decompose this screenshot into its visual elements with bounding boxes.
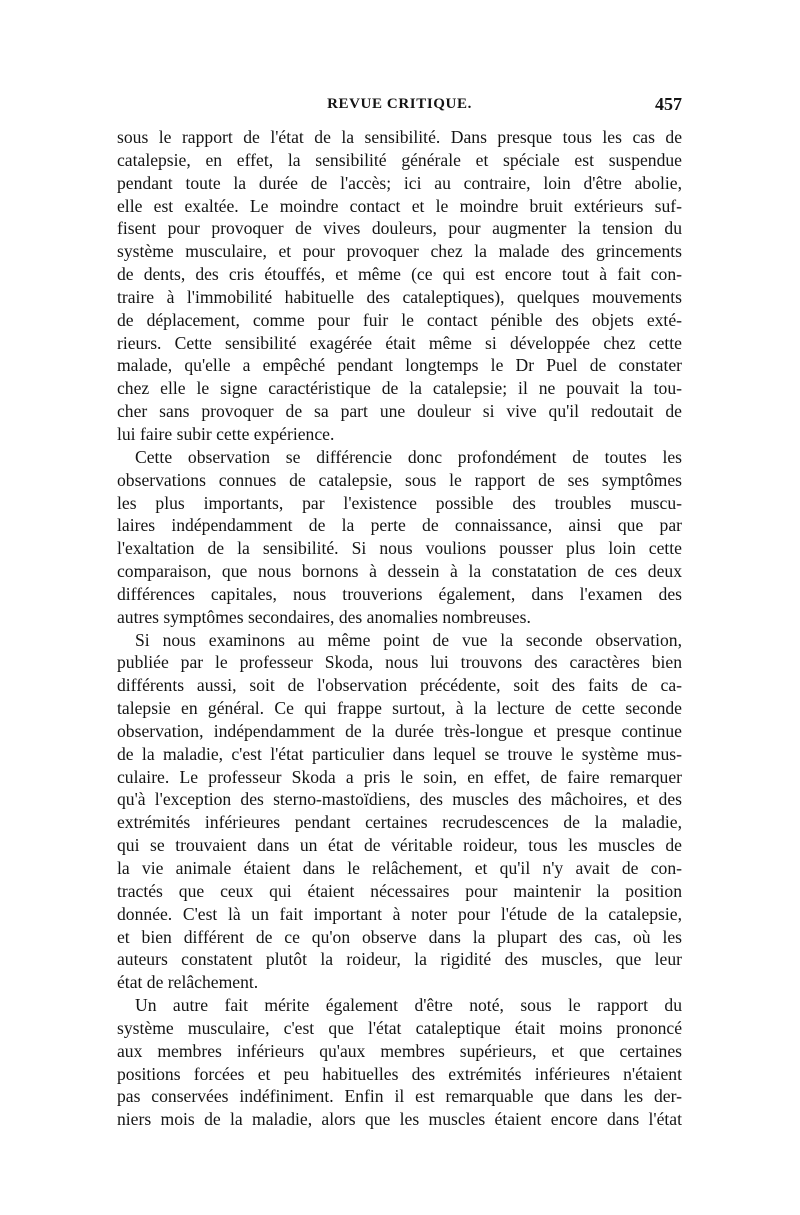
text-line: l'exaltation de la sensibilité. Si nous voulions pousser plus loin cette <box>117 538 682 559</box>
text-line: chez elle le signe caractéristique de la catalepsie; il ne pouvait la tou- <box>117 378 682 399</box>
running-title: REVUE CRITIQUE. <box>327 96 472 112</box>
text-line: système musculaire, et pour provoquer chez la malade des grincements <box>117 241 682 262</box>
text-line: niers mois de la maladie, alors que les muscles étaient encore dans l'état <box>117 1109 682 1130</box>
text-line: de dents, des cris étouffés, et même (ce qui est encore tout à fait con- <box>117 264 682 285</box>
text-line: pendant toute la durée de l'accès; ici au contraire, loin d'être abolie, <box>117 172 682 193</box>
text-line: de déplacement, comme pour fuir le contact pénible des objets exté- <box>117 309 682 330</box>
page-number: 457 <box>655 94 682 114</box>
text-line: rieurs. Cette sensibilité exagérée était même si développée chez cette <box>117 332 682 353</box>
text-line: qu'à l'exception des sterno-mastoïdiens, des muscles des mâchoires, et des <box>117 789 682 810</box>
text-line: les plus importants, par l'existence possible des troubles muscu- <box>117 492 682 513</box>
text-line: aux membres inférieurs qu'aux membres supérieurs, et que certaines <box>117 1040 682 1061</box>
text-line: observation, indépendamment de la durée très-longue et presque continue <box>117 720 682 741</box>
paragraph-end-line: état de relâchement. <box>117 972 259 993</box>
text-line: système musculaire, c'est que l'état cataleptique était moins prononcé <box>117 1017 682 1038</box>
text-line: sous le rapport de l'état de la sensibilité. Dans presque tous les cas de <box>117 127 682 147</box>
paragraph-first-line: Cette observation se différencie donc profondément de toutes les <box>135 446 682 467</box>
paragraph-first-line: Si nous examinons au même point de vue la seconde observation, <box>135 629 682 650</box>
text-line: de la maladie, c'est l'état particulier dans lequel se trouve le système mus- <box>117 743 682 764</box>
paragraph-end-line: autres symptômes secondaires, des anomalies nombreuses. <box>117 606 531 627</box>
text-line: cher sans provoquer de sa part une douleur si vive qu'il redoutait de <box>117 401 682 422</box>
text-line: la vie animale étaient dans le relâchement, et qu'il n'y avait de con- <box>117 858 682 878</box>
text-line: observations connues de catalepsie, sous le rapport de ses symptômes <box>117 469 682 490</box>
text-line: fisent pour provoquer de vives douleurs, pour augmenter la tension du <box>117 218 682 239</box>
text-line: comparaison, que nous bornons à dessein à la constatation de ces deux <box>117 561 682 582</box>
text-line: extrémités inférieures pendant certaines recrudescences de la maladie, <box>117 812 682 833</box>
text-line: laires indépendamment de la perte de connaissance, ainsi que par <box>117 515 682 536</box>
text-line: donnée. C'est là un fait important à noter pour l'étude de la catalepsie, <box>117 903 682 924</box>
text-line: différents aussi, soit de l'observation précédente, soit des faits de ca- <box>117 675 682 696</box>
text-line: positions forcées et peu habituelles des extrémités inférieures n'étaient <box>117 1063 682 1084</box>
text-line: traire à l'immobilité habituelle des cataleptiques), quelques mouvements <box>117 286 682 307</box>
body-text <box>117 126 682 1131</box>
text-line: catalepsie, en effet, la sensibilité générale et spéciale est suspendue <box>117 149 682 170</box>
text-line: tractés que ceux qui étaient nécessaires pour maintenir la position <box>117 880 682 901</box>
text-line: pas conservées indéfiniment. Enfin il est remarquable que dans les der- <box>117 1086 682 1107</box>
text-line: elle est exaltée. Le moindre contact et le moindre bruit extérieurs suf- <box>117 195 682 216</box>
text-line: et bien différent de ce qu'on observe dans la plupart des cas, où les <box>117 926 682 947</box>
text-line: culaire. Le professeur Skoda a pris le soin, en effet, de faire remarquer <box>117 766 682 787</box>
text-line: talepsie en général. Ce qui frappe surtout, à la lecture de cette seconde <box>117 698 682 719</box>
text-line: publiée par le professeur Skoda, nous lui trouvons des caractères bien <box>117 652 682 673</box>
running-header <box>117 96 682 120</box>
text-line: qui se trouvaient dans un état de véritable roideur, tous les muscles de <box>117 835 682 856</box>
paragraph-end-line: lui faire subir cette expérience. <box>117 423 335 444</box>
text-line: malade, qu'elle a empêché pendant longtemps le Dr Puel de constater <box>117 355 682 376</box>
text-line: différences capitales, nous trouverions également, dans l'examen des <box>117 583 682 604</box>
text-line: auteurs constatent plutôt la roideur, la rigidité des muscles, que leur <box>117 949 682 970</box>
paragraph-first-line: Un autre fait mérite également d'être noté, sous le rapport du <box>135 995 682 1016</box>
